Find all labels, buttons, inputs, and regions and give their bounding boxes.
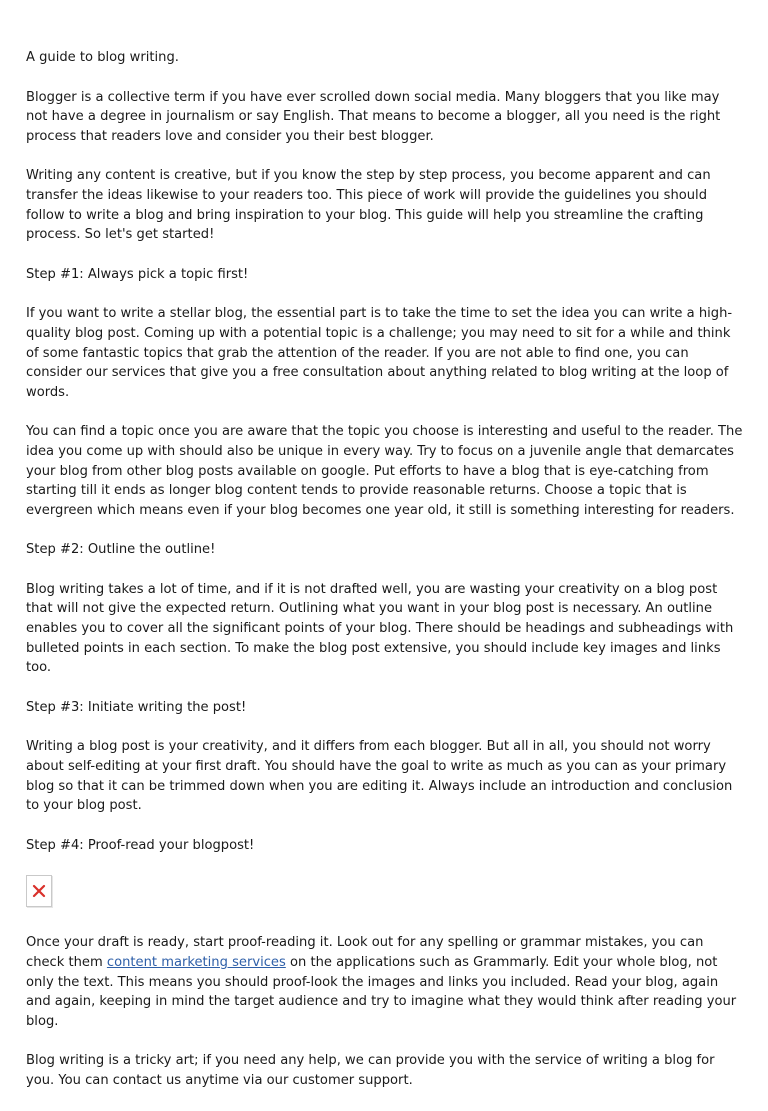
- step2-paragraph-1: Blog writing takes a lot of time, and if it is not drafted well, you are wasting your creativity on a blog post that will not give the expected return. Outlining what you want in your blog post is necessary. An outline enables you to cover all the significant points of your blog. There should be headings and subheadings with bulleted points in each section. To make the blog post extensive, you should include key images and links too.: [26, 581, 734, 676]
- step1-paragraph-1: If you want to write a stellar blog, the essential part is to take the time to set the idea you can write a high-quality blog post. Coming up with a potential topic is a challenge; you may need to sit for a while and think of some fantastic topics that grab the attention of the reader. If you are not able to find one, you can consider our services that give you a free consultation about anything related to blog writing at the loop of words.: [26, 306, 733, 400]
- step4-heading: Step #4: Proof-read your blogpost!: [26, 837, 255, 853]
- broken-image-icon: [32, 884, 46, 898]
- step4-text-after-link: on the applications such as Grammarly. Edit your whole blog, not only the text. This means you should proof-look the images and links you included. Read your blog, again and again, keeping in mind the target audience and try to imagine what they would think after reading your blog.: [26, 955, 737, 1029]
- step3-paragraph-1: Writing a blog post is your creativity, and it differs from each blogger. But all in all, you should not worry about self-editing at your first draft. You should have the goal to write as much as you can as your primary blog so that it can be trimmed down when you are editing it. Always include an introduction and conclusion to your blog post.: [26, 739, 733, 814]
- step1-heading: Step #1: Always pick a topic first!: [26, 266, 249, 282]
- step3-heading: Step #3: Initiate writing the post!: [26, 699, 247, 715]
- step1-paragraph-2: You can find a topic once you are aware that the topic you choose is interesting and useful to the reader. The idea you come up with should also be unique in every way. Try to focus on a juvenile angle that demarcates your blog from other blog posts available on google. Put efforts to have a blog that is eye-catching from starting till it ends as longer blog content tends to provide reasonable returns. Choose a topic that is evergreen which means even if your blog becomes one year old, it still is something interesting for readers.: [26, 424, 743, 518]
- step4-text-before-link: Once your draft is ready, start proof-reading it. Look out for any spelling or grammar mistakes, you can check them: [26, 935, 704, 970]
- intro-paragraph-2: Writing any content is creative, but if you know the step by step process, you become apparent and can transfer the ideas likewise to your readers too. This piece of work will provide the guidelines you should follow to write a blog and bring inspiration to your blog. This guide will help you streamline the crafting process. So let's get started!: [26, 168, 711, 243]
- intro-paragraph-1: Blogger is a collective term if you have ever scrolled down social media. Many bloggers that you like may not have a degree in journalism or say English. That means to become a blogger, all you need is the right process that readers love and consider you their best blogger.: [26, 89, 721, 144]
- step4-paragraph-1: [26, 933, 744, 1031]
- closing-paragraph: Blog writing is a tricky art; if you need any help, we can provide you with the service of writing a blog for you. You can contact us anytime via our customer support.: [26, 1053, 715, 1088]
- content-marketing-services-link[interactable]: content marketing services: [106, 955, 286, 970]
- broken-image-placeholder: [26, 875, 52, 907]
- document-title: A guide to blog writing.: [26, 50, 179, 65]
- step2-heading: Step #2: Outline the outline!: [26, 542, 216, 558]
- document-page: [26, 48, 744, 1111]
